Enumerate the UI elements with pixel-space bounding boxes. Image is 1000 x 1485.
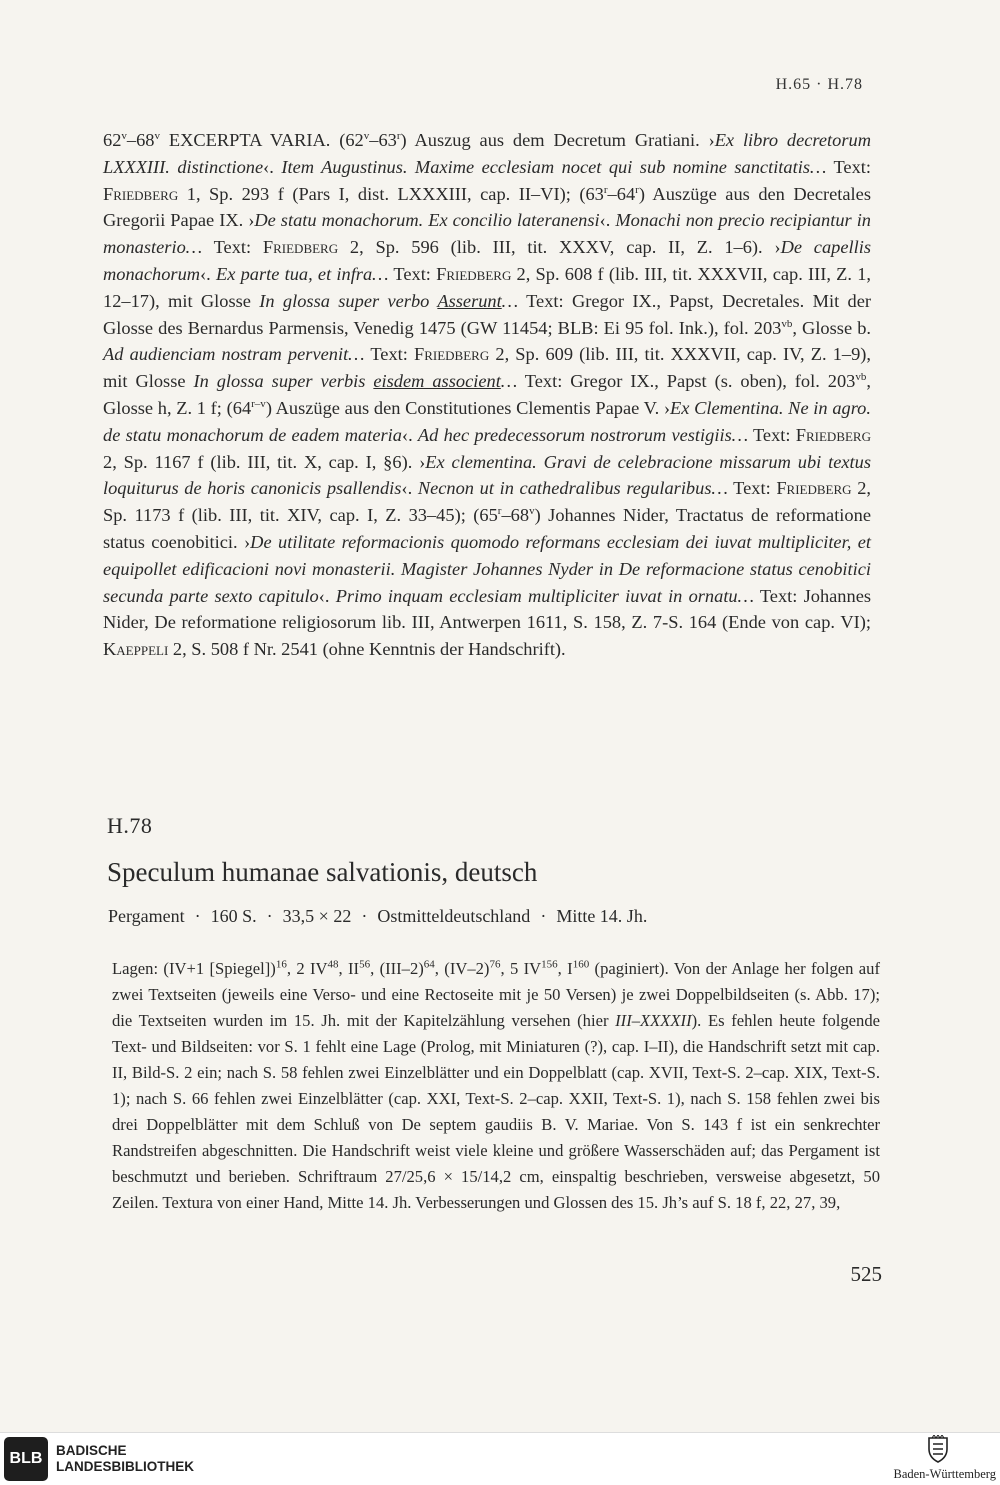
text-run: Monachi non precio recipiantur in monasterio… xyxy=(103,210,871,258)
text-run: ‹. xyxy=(318,585,336,606)
entry-h65-excerpta-text xyxy=(103,127,871,663)
text-run: ) Auszüge aus den Decretales Gregorii Papae IX. › xyxy=(103,183,871,231)
text-run: Ad hec predecessorum nostrorum vestigiis… xyxy=(417,424,749,445)
text-run: Text: xyxy=(748,424,796,445)
superscript: vb xyxy=(855,371,867,384)
library-name-line1: BADISCHE xyxy=(56,1443,127,1458)
text-run: 62 xyxy=(103,130,122,150)
text-run: 1, Sp. 293 f (Pars I, dist. LXXXIII, cap. II–VI); (63 xyxy=(178,183,604,204)
meta-separator: · xyxy=(266,906,273,926)
text-run: III–XXXXII xyxy=(615,1011,692,1030)
text-run: Friedberg xyxy=(262,237,339,258)
text-run: … xyxy=(500,371,518,392)
text-run: Asserunt xyxy=(437,290,502,311)
text-run: , I xyxy=(557,959,573,978)
text-run: In glossa super verbis xyxy=(193,371,374,392)
text-run: –63 xyxy=(369,130,397,150)
meta-separator: · xyxy=(540,906,547,926)
text-run: , II xyxy=(338,959,360,978)
text-run: Lagen: (IV+1 [Spiegel]) xyxy=(112,959,276,978)
text-run: Ex parte tua, et infra… xyxy=(216,263,389,284)
text-run: Ex libro decretorum LXXXIII. distinctione xyxy=(103,130,871,177)
superscript: 76 xyxy=(489,958,501,971)
text-run: Ex clementina. Gravi de celebracione missarum ubi textus loquiturus de horis canonicis psallendis xyxy=(103,451,871,499)
text-run: De capellis monachorum xyxy=(103,237,871,284)
text-run: Item Augustinus. Maxime ecclesiam nocet qui sub nomine sanctitatis… xyxy=(281,156,827,177)
text-run: EXCERPTA VARIA. (62 xyxy=(159,130,364,150)
text-run: 2, S. 508 f Nr. 2541 (ohne Kenntnis der Handschrift). xyxy=(168,639,566,660)
entry-title: Speculum humanae salvationis, deutsch xyxy=(107,857,538,887)
blb-logo[interactable] xyxy=(4,1437,48,1481)
text-run: Necnon ut in cathedralibus regularibus… xyxy=(417,478,728,499)
meta-origin: Ostmitteldeutschland xyxy=(377,906,531,926)
footer-bar xyxy=(0,1432,1000,1485)
text-run: ‹. xyxy=(200,263,216,284)
text-run: Text: Gregor IX., Papst, Decretales. Mit der Glosse des Bernardus Parmensis, Venedig 1475 (GW 11454; BLB: Ei 95 fol. Ink.), fol. 203 xyxy=(103,290,871,338)
text-run: –68 xyxy=(126,130,155,150)
text-run: In glossa super verbo xyxy=(259,290,438,311)
text-run: ) Auszug aus dem Decretum Gratiani. › xyxy=(400,130,715,150)
superscript: r xyxy=(603,183,608,196)
blb-logo-text: BLB xyxy=(9,1450,43,1467)
paragraph xyxy=(112,956,880,1216)
text-run: 2, Sp. 609 (lib. III, tit. XXXVII, cap. IV, Z. 1–9), mit Glosse xyxy=(103,344,871,392)
superscript: r xyxy=(396,129,401,142)
text-run: 2, Sp. 1167 f (lib. III, tit. X, cap. I, §6). › xyxy=(103,451,426,472)
text-run: , Glosse b. xyxy=(792,317,871,338)
text-run: ). Es fehlen heute folgende Text- und Bildseiten: vor S. 1 fehlt eine Lage (Prolog, mit Miniaturen (?), cap. I–II), die Handschrift setzt mit cap. II, Bild-S. 2 ein; nach S. 58 fehlen zwei Einzelblätter und ein Doppelblatt (cap. XVII, Text-S. 2–cap. XIX, Text-S. 1); nach S. 66 fehlen zwei Einzelblätter (cap. XXI, Text-S. 2–cap. XXII, Text-S. 1), nach S. 158 fehlen zwei bis drei Doppelblätter mit dem Schluß von De septem gaudiis B. V. Mariae. Von S. 143 f ist ein senkrechter Randstreifen abgeschnitten. Die Handschrift weist viele kleine und größere Wasserschäden auf; das Pergament ist beschmutzt und berieben. Schriftraum 27/25,6 × 15/14,2 cm, einspaltig beschrieben, versweise abgesetzt, 50 Zeilen. Textura von einer Hand, Mitte 14. Jh. Verbesserungen und Glossen des 15. Jh’s auf S. 18 f, 22, 27, 39, xyxy=(112,1011,880,1212)
meta-separator: · xyxy=(194,906,201,926)
page-number: 525 xyxy=(850,1262,882,1286)
meta-material: Pergament xyxy=(108,906,185,926)
superscript: r xyxy=(635,183,639,196)
text-run: De statu monachorum. Ex concilio lateranensi xyxy=(254,210,600,231)
text-run: 2, Sp. 596 (lib. III, tit. XXXV, cap. II, Z. 1–6). › xyxy=(338,237,781,258)
library-name-line2: LANDESBIBLIOTHEK xyxy=(56,1459,194,1474)
meta-separator: · xyxy=(361,906,368,926)
text-run: , 2 IV xyxy=(286,959,328,978)
text-run: , (III–2) xyxy=(370,959,424,978)
superscript: v xyxy=(529,505,535,518)
text-run: Ad audienciam nostram pervenit… xyxy=(103,344,365,365)
meta-extent: 160 S. xyxy=(210,906,257,926)
superscript: v xyxy=(121,129,127,142)
text-run: De utilitate reformacionis quomodo reformans ecclesiam dei iuvat multipliciter, et equipollet edificacioni novi monasterii. Magister Johannes Nyder in De reformacione status cenobitici secunda parte sexto capitulo xyxy=(103,531,871,606)
meta-format: 33,5 × 22 xyxy=(282,906,352,926)
text-run: , Glosse h, Z. 1 f; (64 xyxy=(103,371,871,418)
text-run: Text: Johannes Nider, De reformatione religiosorum lib. III, Antwerpen 1611, S. 158, Z. 7-S. 164 (Ende von cap. VI); xyxy=(103,585,872,633)
superscript: vb xyxy=(781,317,793,330)
text-run: Text: xyxy=(388,263,437,284)
state-name: Baden-Württemberg xyxy=(893,1467,996,1481)
text-run: ‹. xyxy=(263,156,282,177)
text-run: Friedberg xyxy=(103,183,179,204)
text-run: Kaeppeli xyxy=(103,639,169,660)
text-run: Text: Gregor IX., Papst (s. oben), fol. 203 xyxy=(517,371,856,392)
text-run: ‹. xyxy=(401,478,418,499)
paragraph xyxy=(103,127,871,663)
text-run: Friedberg xyxy=(776,478,852,499)
superscript: 156 xyxy=(541,958,558,971)
coat-of-arms-icon xyxy=(926,1435,950,1463)
text-run: Text: xyxy=(826,156,871,177)
text-run: ‹. xyxy=(599,210,616,231)
text-run: Friedberg xyxy=(414,344,490,365)
text-run: … xyxy=(501,290,519,311)
text-run: , (IV–2) xyxy=(434,959,490,978)
text-run: –64 xyxy=(607,183,636,204)
text-run: 2, Sp. 1173 f (lib. III, tit. XIV, cap. I, Z. 33–45); (65 xyxy=(103,478,871,526)
superscript: r–v xyxy=(251,397,266,410)
text-run: ‹. xyxy=(401,424,418,445)
entry-meta-line xyxy=(108,906,647,927)
superscript: 64 xyxy=(423,958,435,971)
superscript: 48 xyxy=(327,958,339,971)
superscript: v xyxy=(154,129,160,142)
entry-signature: H.78 xyxy=(107,813,153,838)
superscript: 160 xyxy=(572,958,590,971)
text-run: eisdem associent xyxy=(373,371,501,392)
text-run: Text: xyxy=(202,237,263,258)
text-run: Friedberg xyxy=(436,263,512,284)
text-run: (paginiert). Von der Anlage her folgen auf zwei Textseiten (jeweils eine Verso- und eine Rectoseite mit je 50 Versen) je zwei Doppelbildseiten (s. Abb. 17); die Textseiten wurden im 15. Jh. mit der Kapitelzählung versehen (hier xyxy=(112,959,880,1030)
text-run: –68 xyxy=(501,505,530,526)
running-head: H.65 · H.78 xyxy=(775,76,863,93)
text-run: Friedberg xyxy=(795,424,871,445)
meta-date: Mitte 14. Jh. xyxy=(556,906,648,926)
superscript: v xyxy=(363,129,370,142)
text-run: ) Auszüge aus den Constitutiones Clementis Papae V. › xyxy=(265,397,670,418)
text-run: Text: xyxy=(727,478,777,499)
text-run: ) Johannes Nider, Tractatus de reformatione status coenobitici. › xyxy=(103,505,871,552)
superscript: 56 xyxy=(359,958,371,971)
text-run: 2, Sp. 608 f (lib. III, tit. XXXVII, cap. III, Z. 1, 12–17), mit Glosse xyxy=(103,263,872,311)
text-run: , 5 IV xyxy=(500,959,542,978)
superscript: 16 xyxy=(275,958,287,971)
entry-h78-description xyxy=(112,956,880,1216)
text-run: Primo inquam ecclesiam multipliciter iuvat in ornatu… xyxy=(335,585,754,606)
text-run: Ex Clementina. Ne in agro. de statu monachorum de eadem materia xyxy=(103,397,871,445)
text-run: Text: xyxy=(364,344,414,365)
library-name xyxy=(56,1443,194,1475)
superscript: r xyxy=(497,505,502,518)
